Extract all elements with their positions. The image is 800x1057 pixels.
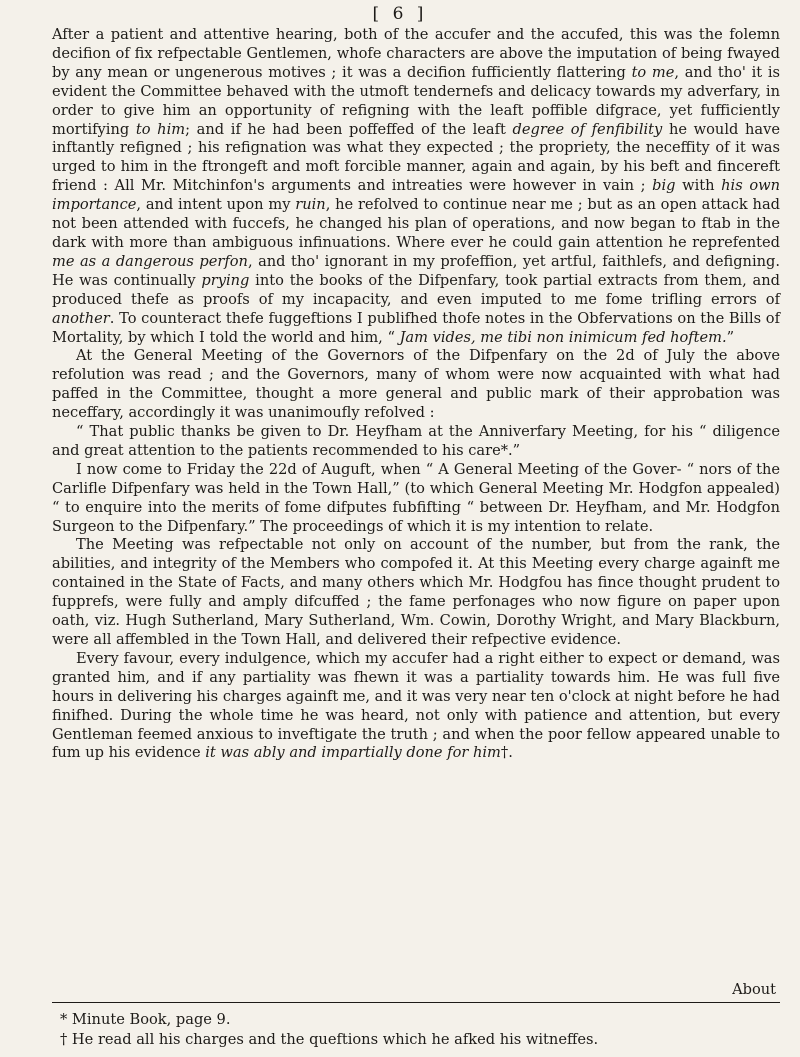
italic-run: it was ably and impartially done for him [205,744,501,762]
text-run: into the books of the Difpenfary, took partial extracts from them, and produced thefe as proofs of my incapacity, and even imputed to me fome trifling errors of [52,271,780,308]
body-text [52,26,780,763]
italic-run: prying [201,271,250,289]
italic-run: degree of fenfibility [512,120,663,138]
paragraph [52,423,780,461]
text-run: , and tho' it is evident the Committee behaved with the utmoft tendernefs and delicacy towards my adverfary, in order to give him an opportunity of refigning with the leaft poffible difgrace, yet fufficiently mortifying [52,63,781,138]
footnote-rule [52,1002,780,1003]
text-run: After a patient and attentive hearing, both of the accufer and the accufed, this was the folemn decifion of fix refpectable Gentlemen, whofe characters are above the imputation of being fwayed by any mean or ungenerous motives ; it was a decifion fufficiently flattering [52,26,780,81]
italic-run: to him [135,120,186,138]
italic-run: another [52,309,110,327]
catchword: About [732,981,776,998]
italic-run: ruin [295,196,326,214]
text-run: , and tho' ignorant in my profeffion, yet artful, faithlefs, and defigning. He was continually [52,252,780,289]
text-run: he would have inftantly refigned ; his refignation was what they expected ; the propriety, the neceffity of it was urged to him in the ftrongeft and moft forcible manner, again and again, by his beft and fincereft friend : All Mr. Mitchinfon's arguments and intreaties were however in vain ; [52,120,780,195]
text-run: At the General Meeting of the Governors of the Difpenfary on the 2d of July the above refolution was read ; and the Governors, many of whom were now acquainted with what had paffed in the Committee, thought a more general and public mark of their approbation was neceffary, accordingly it was unanimoufly refolved : [52,347,780,422]
italic-run: his own importance [52,177,780,214]
italic-run: Jam vides, me tibi non inimicum fed hoftem. [399,328,727,346]
paragraph [52,650,780,763]
paragraph [52,26,780,347]
paragraph [52,536,780,649]
text-run: , and intent upon my [136,196,296,214]
page-number: [ 6 ] [372,4,428,24]
italic-run: to me [631,63,675,81]
footnote: † He read all his charges and the queftions which he afked his witneffes. [60,1031,599,1048]
footnote: * Minute Book, page 9. [60,1011,231,1028]
text-run: , he refolved to continue near me ; but as an open attack had not been attended with fuccefs, he changed his plan of operations, and now began to ftab in the dark with more than ambiguous infinuations. Where ever he could gain attention he reprefented [52,196,780,251]
text-run: ; and if he had been poffeffed of the leaft [185,120,513,138]
text-run: Every favour, every indulgence, which my accufer had a right either to expect or demand, was granted him, and if any partiality was fhewn it was a partiality towards him. He was full five hours in delivering his charges againft me, and it was very near ten o'clock at night before he had finifhed. During the whole time he was heard, not only with patience and attention, but every Gentleman feemed anxious to inveftigate the truth ; and when the poor fellow appeared unable to fum up his evidence [52,649,780,762]
italic-run: me as a dangerous perfon [52,252,248,270]
text-run: “ That public thanks be given to Dr. Heyfham at the Anniverfary Meeting, for his “ diligence and great attention to the patients recommended to his care*.” [52,423,780,459]
text-run: The Meeting was refpectable not only on account of the number, but from the rank, the abilities, and integrity of the Members who compofed it. At this Meeting every charge againft me contained in the State of Facts, and many others which Mr. Hodgfou has fince thought prudent to fupprefs, were fully and amply difcuffed ; the fame perfonages who now figure on paper upon oath, viz. Hugh Sutherland, Mary Sutherland, Wm. Cowin, Dorothy Wright, and Mary Blackburn, were all affembled in the Town Hall, and delivered their refpective evidence. [52,536,780,648]
text-run: ” [726,328,735,346]
text-run: I now come to Friday the 22d of Auguft, when “ A General Meeting of the Gover- “ nors of the Carlifle Difpenfary was held in the Town Hall,” (to which General Meeting Mr. Hodgfon appealed) “ to enquire into the merits of fome difputes fubfifting “ between Dr. Heyfham, and Mr. Hodgfon Surgeon to the Difpenfary.” The proceedings of which it is my intention to relate. [52,460,780,535]
paragraph [52,461,780,537]
footnotes [60,1010,780,1050]
text-run: †. [500,744,513,762]
text-run: . To counteract thefe fuggeftions I publifhed thofe notes in the Obfervations on the Bills of Mortality, by which I told the world and him, “ [52,309,780,346]
italic-run: big [652,177,676,195]
text-run: with [675,177,722,195]
paragraph [52,347,780,423]
